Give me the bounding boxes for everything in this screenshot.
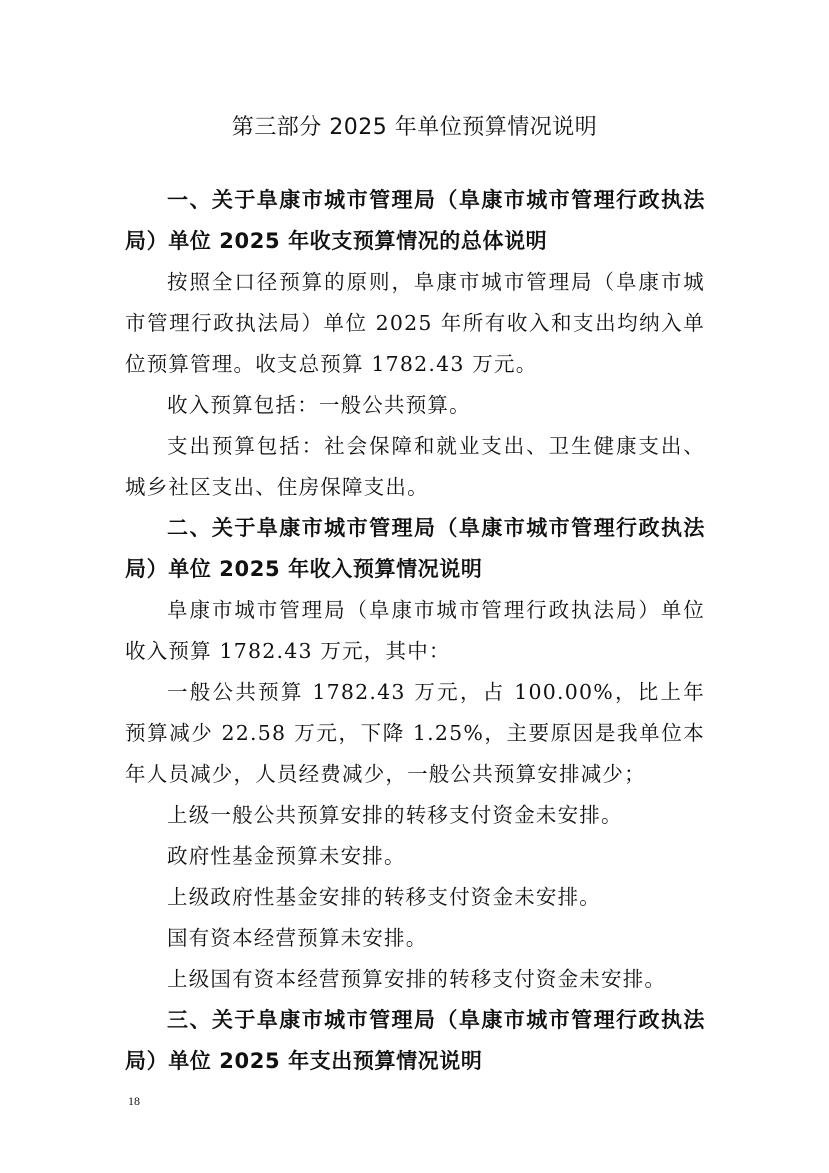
- section-2-paragraph: 上级国有资本经营预算安排的转移支付资金未安排。: [167, 967, 667, 991]
- section-2-heading: 二、关于阜康市城市管理局（阜康市城市管理行政执法局）单位 2025 年收入预算情况说明: [125, 516, 705, 581]
- section-2-paragraph: 一般公共预算 1782.43 万元，占 100.00%，比上年预算减少 22.58 万元，下降 1.25%，主要原因是我单位本年人员减少，人员经费减少，一般公共预算安排减少；: [125, 680, 705, 786]
- page-number: 18: [128, 1094, 140, 1108]
- section-2-paragraph: 阜康市城市管理局（阜康市城市管理行政执法局）单位收入预算 1782.43 万元，其中：: [125, 598, 705, 663]
- section-3-heading: 三、关于阜康市城市管理局（阜康市城市管理行政执法局）单位 2025 年支出预算情况说明: [125, 1008, 705, 1073]
- section-2-paragraph: 上级一般公共预算安排的转移支付资金未安排。: [167, 803, 623, 827]
- document-body: [125, 180, 705, 1082]
- section-1-paragraph: 收入预算包括：一般公共预算。: [167, 393, 471, 417]
- section-2-paragraph: 上级政府性基金安排的转移支付资金未安排。: [167, 885, 601, 909]
- section-2-paragraph: 政府性基金预算未安排。: [167, 844, 406, 868]
- page-title: 第三部分 2025 年单位预算情况说明: [231, 115, 598, 140]
- section-1-paragraph: 支出预算包括：社会保障和就业支出、卫生健康支出、城乡社区支出、住房保障支出。: [125, 434, 705, 499]
- section-2-paragraph: 国有资本经营预算未安排。: [167, 926, 428, 950]
- section-1-paragraph: 按照全口径预算的原则，阜康市城市管理局（阜康市城市管理行政执法局）单位 2025 年所有收入和支出均纳入单位预算管理。收支总预算 1782.43 万元。: [125, 270, 705, 376]
- section-1-heading: 一、关于阜康市城市管理局（阜康市城市管理行政执法局）单位 2025 年收支预算情况的总体说明: [125, 188, 705, 253]
